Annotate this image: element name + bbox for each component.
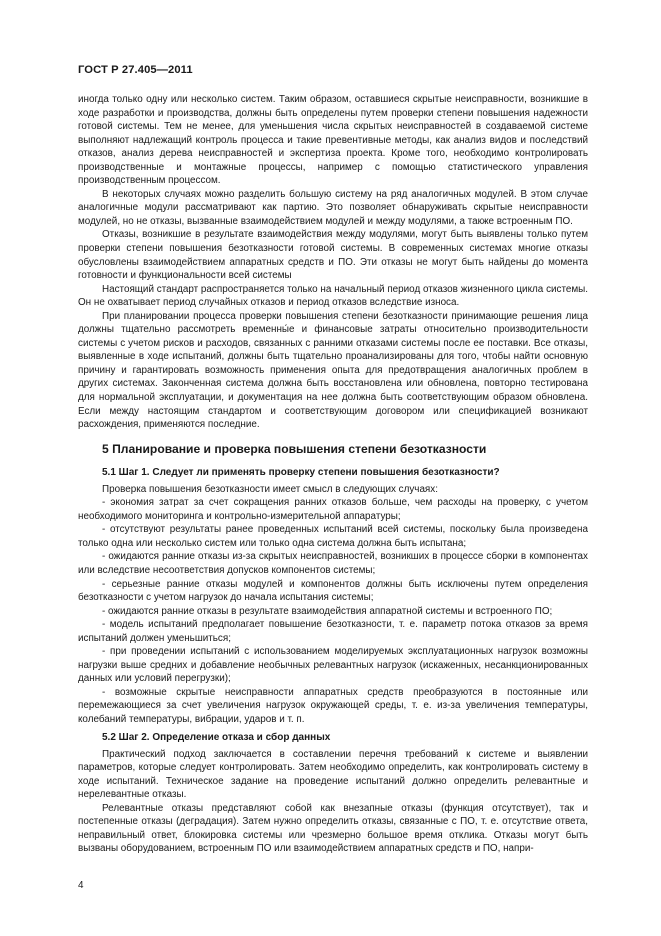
paragraph: Проверка повышения безотказности имеет смысл в следующих случаях:: [102, 483, 438, 495]
paragraph: Настоящий стандарт распространяется только на начальный период отказов жизненного цикла системы. Он не охватывает период случайных отказов и период отказов вследствие износа.: [78, 283, 588, 309]
list-item: - ожидаются ранние отказы из-за скрытых неисправностей, возникших в процессе сборки в компонентах или вследствие несоответствия допусков компонентов системы;: [78, 551, 588, 576]
subsection-5-1-heading: 5.1 Шаг 1. Следует ли применять проверку степени повышения безотказности?: [102, 466, 500, 478]
list-item: - серьезные ранние отказы модулей и компонентов должны быть исключены путем определения безотказности с учетом нагрузок до начала испытания системы;: [78, 578, 588, 604]
list-item: - ожидаются ранние отказы в результате взаимодействия аппаратной системы и встроенного ПО;: [102, 605, 553, 617]
list-item: - отсутствуют результаты ранее проведенных испытаний всей системы, поскольку была произведена только одна или несколько систем или только одна система должна быть испытана;: [78, 524, 588, 549]
page-number: 4: [78, 880, 84, 891]
list-item: - модель испытаний предполагает повышение безотказности, т. е. параметр потока отказов за время испытаний должен уменьшиться;: [78, 619, 588, 644]
paragraph: При планировании процесса проверки повышения степени безотказности принимающие решения лица должны тщательно рассмотреть временны́е и финансовые затраты относительно производительности системы с учетом рисков и расходов, связанных с ранними отказами системы после ее поставки. Все отказы, выявленные в ходе испытаний, должны быть тщательно проанализированы для того, чтобы найти основную причину и гарантировать возможность применения опыта для предотвращения аналогичных проблем в других системах. Законченная система должна быть восстановлена или обновлена, повторно тестирована для нормальной эксплуатации, и документация на нее должна быть соответствующим образом обновлена. Если между настоящим стандартом и соответствующим договором или спецификацией возникают расхождения, применяются последние.: [78, 310, 588, 431]
list-item: - экономия затрат за счет сокращения ранних отказов больше, чем расходы на проверку, с учетом необходимого мониторинга и контрольно-измерительной аппаратуры;: [78, 497, 588, 522]
subsection-5-2-heading: 5.2 Шаг 2. Определение отказа и сбор данных: [102, 731, 331, 743]
paragraph: Релевантные отказы представляют собой как внезапные отказы (функция отсутствует), так и постепенные отказы (деградация). Затем нужно определить отказы, связанные с ПО, т. е. отсутствие ответа, неправильный ответ, блокировка системы или чрезмерно большое время отклика. Отказы могут быть вызваны оборудованием, встроенным ПО или взаимодействием аппаратных средств и ПО, напри-: [78, 802, 588, 855]
paragraph: Практический подход заключается в составлении перечня требований к системе и выявлении параметров, которые следует контролировать. Затем необходимо определить, как контролировать систему в ходе испытаний. Техническое задание на проведение испытаний должно определить релевантные и нерелевантные отказы.: [78, 748, 588, 801]
document-header: ГОСТ Р 27.405—2011: [78, 64, 193, 76]
paragraph: Отказы, возникшие в результате взаимодействия между модулями, могут быть выявлены только путем проверки степени повышения безотказности готовой системы. В современных системах многие отказы обусловлены взаимодействием аппаратных средств и ПО. Эти отказы не могут быть найдены до момента готовности и функциональности всей системы: [78, 229, 588, 282]
paragraph-continuation: иногда только одну или несколько систем. Таким образом, оставшиеся скрытые неисправности, возникшие в ходе разработки и производства, должны быть определены путем проверки степени повышения надежности готовой системы. Тем не менее, для уменьшения числа скрытых неисправностей в создаваемой системе выполняют надлежащий контроль процесса и такие превентивные методы, как анализ видов и последствий отказов, анализ дерева неисправностей и экспертиза проекта. Кроме того, необходимо контролировать производственные и монтажные процессы, например с помощью статистического управления производственным процессом.: [78, 94, 588, 187]
list-item: - при проведении испытаний с использованием моделируемых эксплуатационных нагрузок возможны нагрузки выше средних и добавление необычных релевантных нагрузок (искаженных, несанкционированных данных или условий перегрузки);: [78, 646, 588, 685]
section-5-heading: 5 Планирование и проверка повышения степени безотказности: [102, 441, 487, 456]
list-item: - возможные скрытые неисправности аппаратных средств преобразуются в постоянные или перемежающиеся за счет увеличения нагрузок окружающей среды, т. е. из-за увеличения температуры, колебаний температуры, вибрации, ударов и т. п.: [78, 686, 588, 725]
page-content: [78, 93, 588, 856]
paragraph: В некоторых случаях можно разделить большую систему на ряд аналогичных модулей. В этом случае аналогичные модули рассматривают как партию. Это позволяет обнаруживать скрытые неисправности модулей, но не отказы, вызванные взаимодействием модулей и между модулями, а также встроенным ПО.: [78, 188, 588, 227]
